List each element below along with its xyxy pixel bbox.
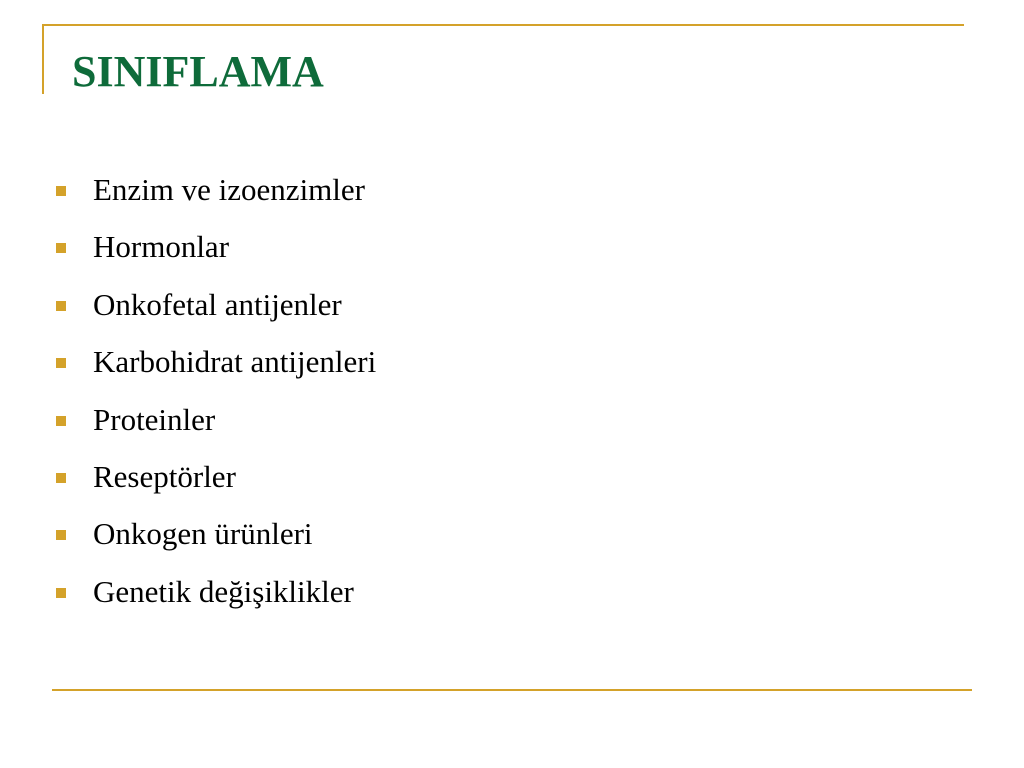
bottom-rule	[52, 689, 972, 691]
bullet-item	[56, 570, 376, 627]
bullet-item	[56, 168, 376, 225]
bullet-item	[56, 340, 376, 397]
bullet-item	[56, 455, 376, 512]
top-rule	[42, 24, 964, 26]
bullet-text: Enzim ve izoenzimler	[93, 172, 365, 207]
square-bullet-icon	[56, 301, 66, 311]
bullet-item	[56, 398, 376, 455]
bullet-text: Genetik değişiklikler	[93, 573, 354, 609]
square-bullet-icon	[56, 186, 66, 196]
square-bullet-icon	[56, 473, 66, 483]
bullet-item	[56, 512, 376, 569]
bullet-text: Hormonlar	[93, 229, 230, 265]
square-bullet-icon	[56, 416, 66, 426]
square-bullet-icon	[56, 588, 66, 598]
bullet-text: Proteinler	[93, 401, 216, 437]
bullet-item	[56, 225, 376, 282]
left-rule	[42, 24, 44, 94]
bullet-item	[56, 283, 376, 340]
bullet-list	[56, 168, 376, 627]
square-bullet-icon	[56, 358, 66, 368]
square-bullet-icon	[56, 530, 66, 540]
bullet-text: Reseptörler	[93, 458, 236, 494]
square-bullet-icon	[56, 243, 66, 253]
slide-title: SINIFLAMA	[72, 47, 324, 96]
bullet-text: Onkogen ürünleri	[93, 516, 313, 552]
bullet-text: Onkofetal antijenler	[93, 286, 342, 322]
bullet-text: Karbohidrat antijenleri	[93, 344, 377, 380]
